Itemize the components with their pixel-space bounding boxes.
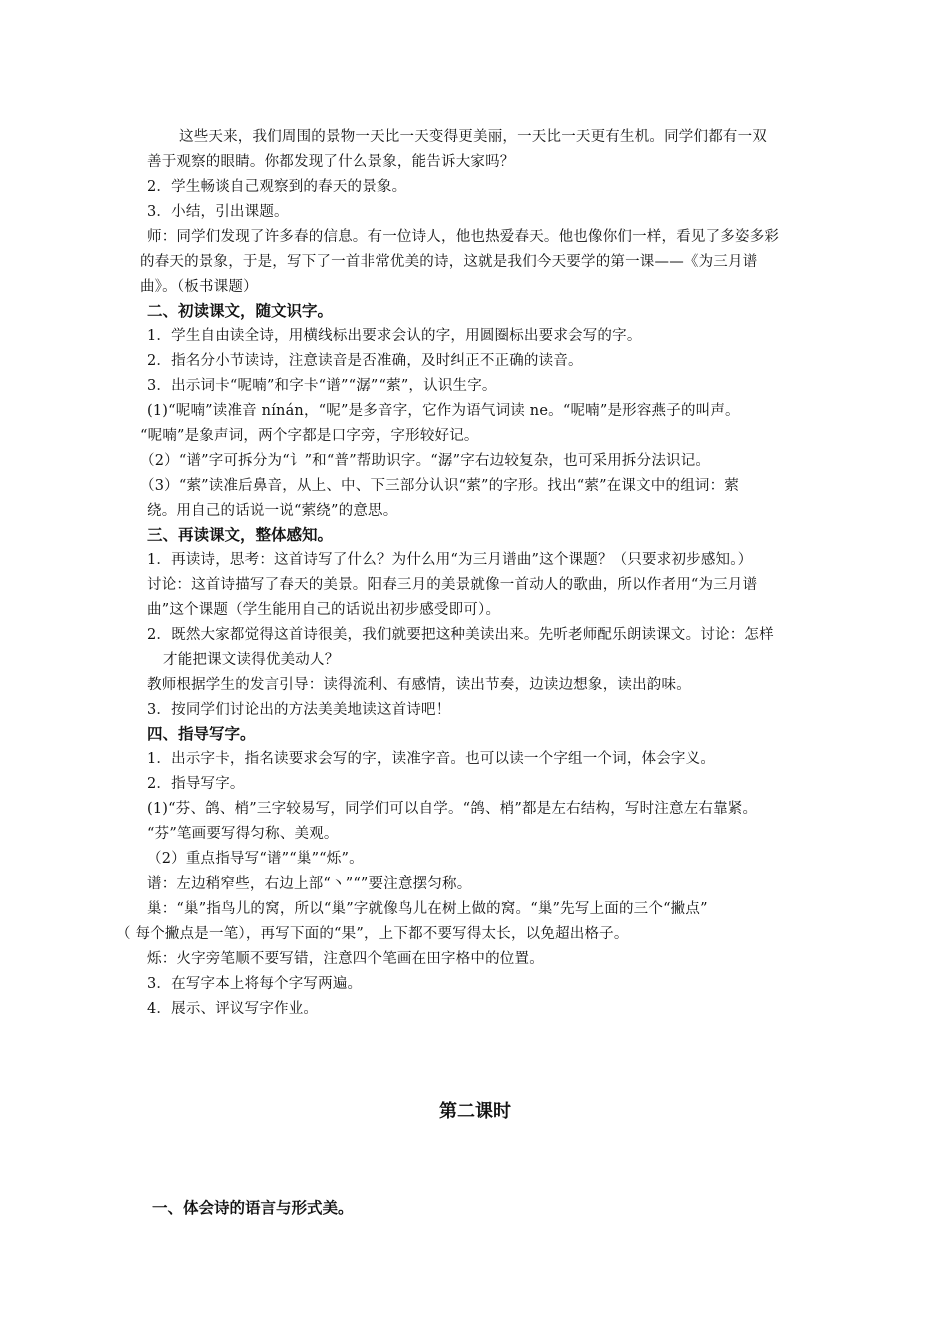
section-title: 第二课时 [439,1101,511,1122]
para-line: 1．再读诗，思考：这首诗写了什么？为什么用“为三月谱曲”这个课题？（只要求初步感知。） [147,552,753,568]
para-line: 1．学生自由读全诗，用横线标出要求会认的字，用圆圈标出要求会写的字。 [147,328,642,344]
para-line: (1)“芬、鸽、梢”三字较易写，同学们可以自学。“鸽、梢”都是左右结构，写时注意左右靠紧。 [147,801,758,817]
para-line: 才能把课文读得优美动人？ [163,652,340,668]
para-line: （3）“萦”读准后鼻音，从上、中、下三部分认识“萦”的字形。找出“萦”在课文中的组词：萦 [140,478,739,494]
para-line: 4．展示、评议写字作业。 [147,1001,319,1017]
para-line: 3．按同学们讨论出的方法美美地读这首诗吧！ [147,702,451,718]
section-heading: 四、指导写字。 [147,725,256,743]
para-line: 2．既然大家都觉得这首诗很美，我们就要把这种美读出来。先听老师配乐朗读课文。讨论：怎样 [147,627,774,643]
para-line: 谱：左边稍窄些，右边上部“丶”“”要注意摆匀称。 [147,876,472,892]
para-line: 1．出示字卡，指名读要求会写的字，读准字音。也可以读一个字组一个词，体会字义。 [147,751,716,767]
para-line: 3．在写字本上将每个字写两遍。 [147,976,363,992]
para-line: 烁：火字旁笔顺不要写错，注意四个笔画在田字格中的位置。 [147,951,544,967]
para-line: “呢喃”是象声词，两个字都是口字旁，字形较好记。 [140,428,479,444]
para-line: 3．出示词卡“呢喃”和字卡“谱”“潺”“萦”，认识生字。 [147,378,497,394]
para-line: “芬”笔画要写得匀称、美观。 [147,826,339,842]
para-line: 3．小结，引出课题。 [147,204,289,220]
para-line: (1)“呢喃”读准音 nínán，“呢”是多音字，它作为语气词读 ne。“呢喃”是形容燕子的叫声。 [147,403,740,419]
para-line: （2）“谱”字可拆分为“讠”和“普”帮助识字。“潺”字右边较复杂，也可采用拆分法识记。 [140,453,711,469]
para-line: 巢：“巢”指鸟儿的窝，所以“巢”字就像鸟儿在树上做的窝。“巢”先写上面的三个“撇点” [147,901,708,917]
section-heading: 一、体会诗的语言与形式美。 [152,1199,354,1217]
para-line: （ 每个撇点是一笔），再写下面的“果”，上下都不要写得太长，以免超出格子。 [116,926,629,942]
para-line: 这些天来，我们周围的景物一天比一天变得更美丽，一天比一天更有生机。同学们都有一双 [179,129,767,145]
para-line: 善于观察的眼睛。你都发现了什么景象，能告诉大家吗？ [147,154,515,170]
section-heading: 三、再读课文，整体感知。 [147,526,334,544]
para-line: 的春天的景象，于是，写下了一首非常优美的诗，这就是我们今天要学的第一课——《为三月谱 [140,254,758,270]
para-line: 讨论：这首诗描写了春天的美景。阳春三月的美景就像一首动人的歌曲，所以作者用“为三月谱 [147,577,758,593]
para-line: 2．指名分小节读诗，注意读音是否准确，及时纠正不正确的读音。 [147,353,583,369]
para-line: 曲”这个课题（学生能用自己的话说出初步感受即可）。 [147,602,501,618]
para-line: 2．学生畅谈自己观察到的春天的景象。 [147,179,407,195]
para-line: 教师根据学生的发言引导：读得流利、有感情，读出节奏，边读边想象，读出韵味。 [147,677,691,693]
para-line: （2）重点指导写“谱”“巢”“烁”。 [147,851,364,867]
section-heading: 二、初读课文，随文识字。 [147,302,334,320]
para-line: 曲》。（板书课题） [140,279,258,295]
para-line: 师：同学们发现了许多春的信息。有一位诗人，他也热爱春天。他也像你们一样，看见了多姿多彩 [147,229,780,245]
para-line: 2．指导写字。 [147,776,245,792]
para-line: 绕。用自己的话说一说“萦绕”的意思。 [147,503,398,519]
